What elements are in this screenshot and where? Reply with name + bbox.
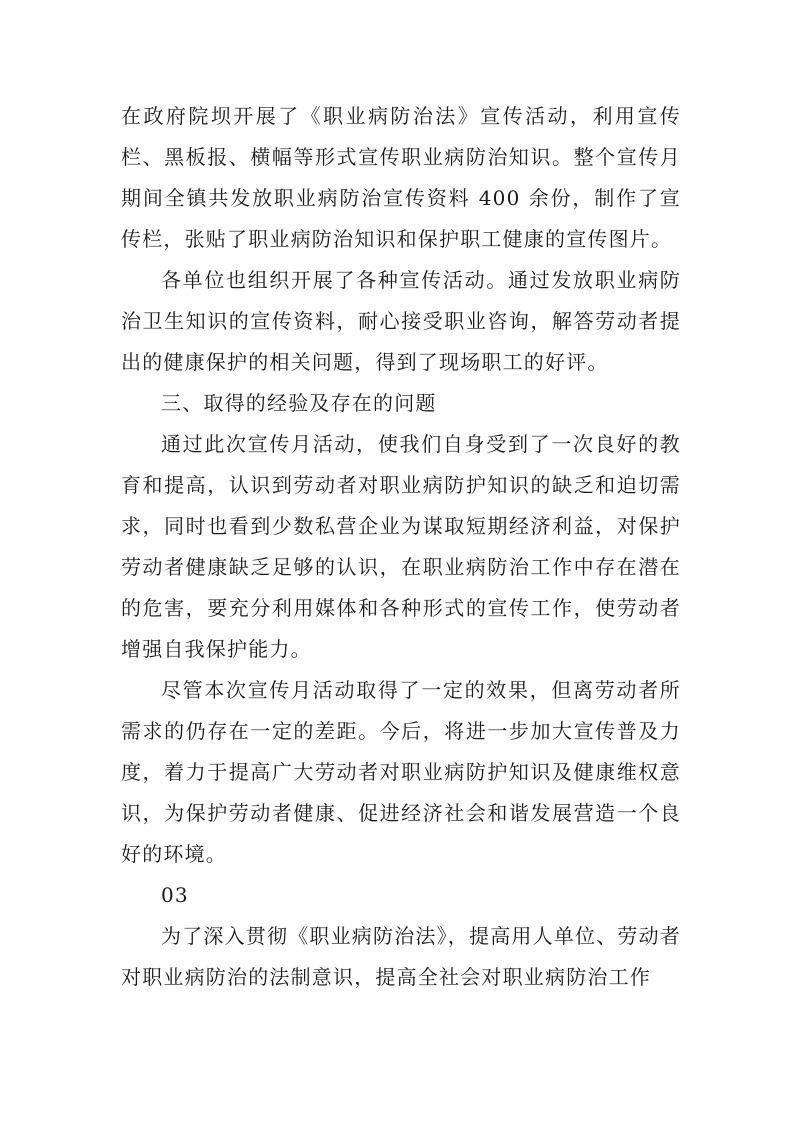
section-number: 03 (161, 883, 189, 907)
document-body (121, 96, 681, 998)
paragraph-5: 为了深入贯彻《职业病防治法》，提高用人单位、劳动者对职业病防治的法制意识，提高全社会对职业病防治工作 (121, 924, 681, 989)
section-heading: 三、取得的经验及存在的问题 (161, 391, 437, 415)
paragraph-3: 通过此次宣传月活动，使我们自身受到了一次良好的教育和提高，认识到劳动者对职业病防护知识的缺乏和迫切需求，同时也看到少数私营企业为谋取短期经济利益，对保护劳动者健康缺乏足够的认识，在职业病防治工作中存在潜在的危害，要充分利用媒体和各种形式的宣传工作，使劳动者增强自我保护能力。 (121, 432, 681, 661)
paragraph-4: 尽管本次宣传月活动取得了一定的效果，但离劳动者所需求的仍存在一定的差距。今后，将进一步加大宣传普及力度，着力于提高广大劳动者对职业病防护知识及健康维权意识，为保护劳动者健康、促进经济社会和谐发展营造一个良好的环境。 (121, 678, 681, 866)
paragraph-2: 各单位也组织开展了各种宣传活动。通过发放职业病防治卫生知识的宣传资料，耐心接受职业咨询，解答劳动者提出的健康保护的相关问题，得到了现场职工的好评。 (121, 268, 681, 374)
paragraph-1: 在政府院坝开展了《职业病防治法》宣传活动，利用宣传栏、黑板报、横幅等形式宣传职业病防治知识。整个宣传月期间全镇共发放职业病防治宣传资料 400 余份，制作了宣传栏，张贴了职业病防治知识和保护职工健康的宣传图片。 (121, 104, 681, 251)
